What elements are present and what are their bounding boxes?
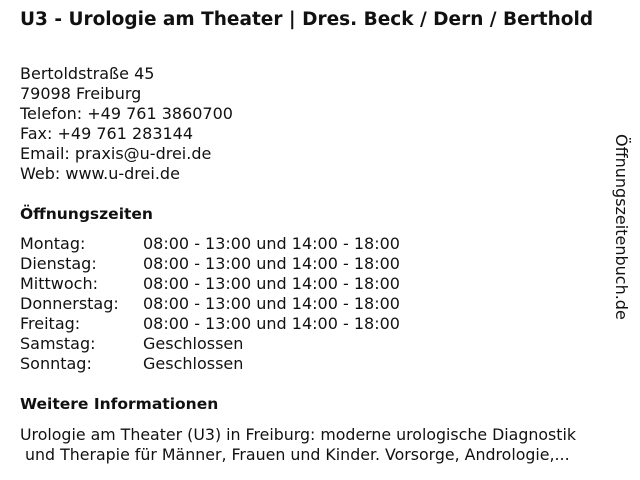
day-hours: 08:00 - 13:00 und 14:00 - 18:00	[143, 234, 400, 253]
hours-row-wednesday	[20, 274, 400, 294]
day-hours: Geschlossen	[143, 354, 244, 373]
email-address: Email: praxis@u-drei.de	[20, 144, 212, 163]
hours-row-tuesday	[20, 254, 400, 274]
day-label: Donnerstag:	[20, 294, 119, 313]
hours-row-friday	[20, 314, 400, 334]
info-line: Urologie am Theater (U3) in Freiburg: moderne urologische Diagnostik	[20, 425, 576, 444]
phone-number: Telefon: +49 761 3860700	[20, 104, 233, 123]
day-hours: 08:00 - 13:00 und 14:00 - 18:00	[143, 294, 400, 313]
day-label: Montag:	[20, 234, 86, 253]
opening-hours-heading: Öffnungszeiten	[20, 205, 153, 223]
day-label: Freitag:	[20, 314, 81, 333]
day-label: Dienstag:	[20, 254, 97, 273]
hours-row-sunday	[20, 354, 400, 374]
street-address: Bertoldstraße 45	[20, 64, 155, 83]
city-address: 79098 Freiburg	[20, 84, 142, 103]
day-label: Mittwoch:	[20, 274, 98, 293]
day-label: Sonntag:	[20, 354, 92, 373]
page-title: U3 - Urologie am Theater | Dres. Beck / Dern / Berthold	[20, 9, 594, 30]
further-info-heading: Weitere Informationen	[20, 395, 219, 413]
hours-row-thursday	[20, 294, 400, 314]
info-line: und Therapie für Männer, Frauen und Kinder. Vorsorge, Andrologie,...	[20, 445, 570, 464]
further-info-text	[20, 425, 635, 465]
website: Web: www.u-drei.de	[20, 164, 180, 183]
day-hours: 08:00 - 13:00 und 14:00 - 18:00	[143, 254, 400, 273]
side-credit-watermark: Öffnungszeitenbuch.de	[612, 134, 631, 320]
hours-row-monday	[20, 234, 400, 254]
fax-number: Fax: +49 761 283144	[20, 124, 194, 143]
day-hours: Geschlossen	[143, 334, 244, 353]
day-hours: 08:00 - 13:00 und 14:00 - 18:00	[143, 314, 400, 333]
opening-hours-table	[20, 234, 400, 374]
hours-row-saturday	[20, 334, 400, 354]
day-hours: 08:00 - 13:00 und 14:00 - 18:00	[143, 274, 400, 293]
contact-block	[20, 64, 233, 184]
day-label: Samstag:	[20, 334, 96, 353]
